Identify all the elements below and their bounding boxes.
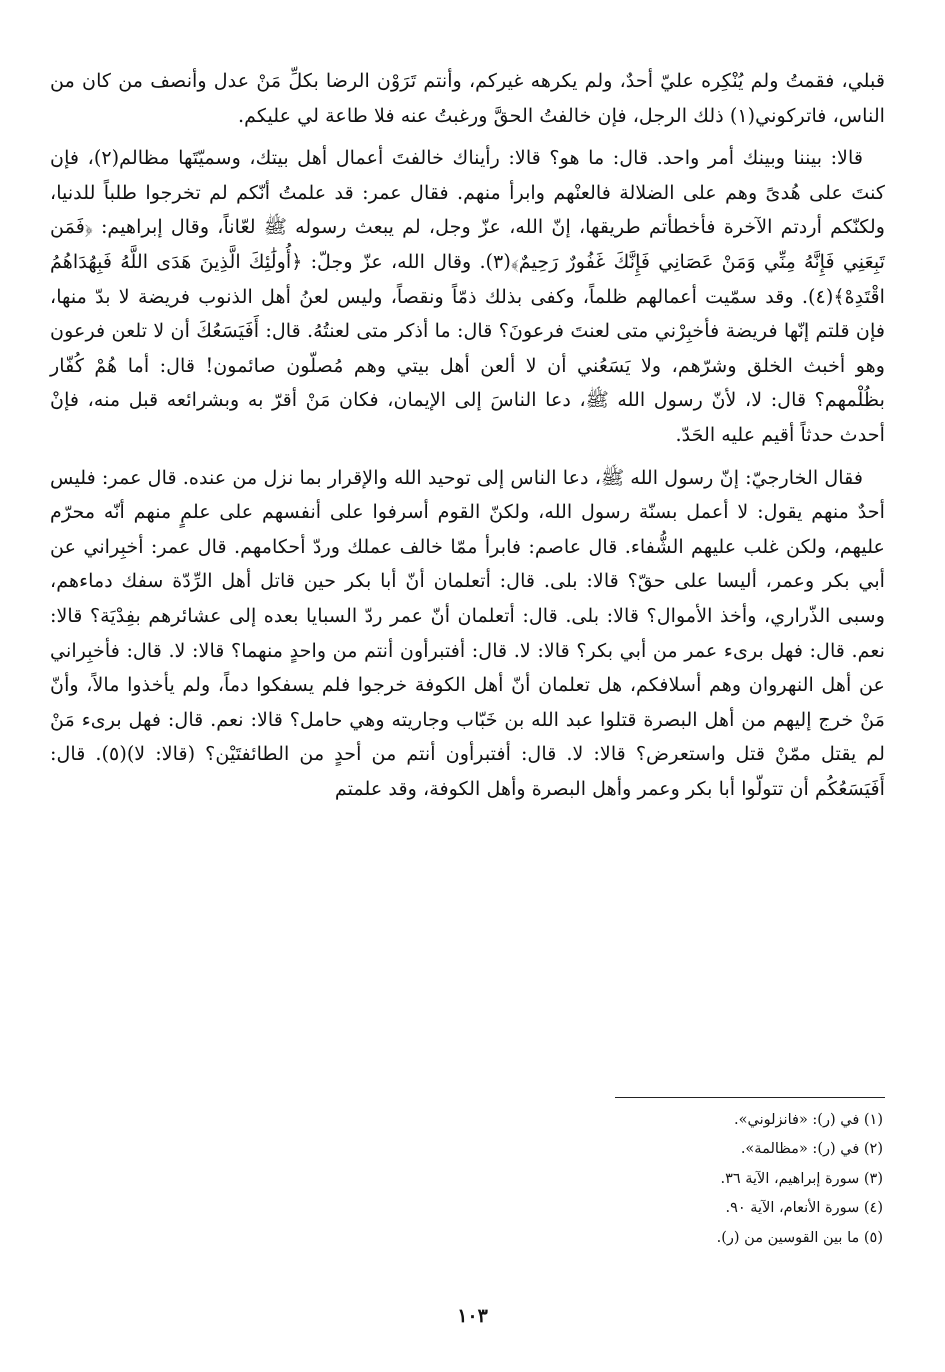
paragraph-1: قبلي، فقمتُ ولم يُنْكِره عليّ أحدٌ، ولم يكرهه غيركم، وأنتم تَرَوْن الرضا بكلِّ مَنْ عدل وأنصف من كان من الناس، فاتركوني(١) ذلك الرجل، فإن خالفتُ الحقَّ ورغبتُ عنه فلا طاعة لي عليكم. — [50, 69, 885, 127]
footnote-1: (١) في (ر): «فانزلوني». — [734, 1112, 883, 1128]
main-text — [50, 64, 885, 814]
footnotes — [383, 1106, 883, 1253]
page-number: ١٠٣ — [457, 1305, 488, 1327]
footnote-3: (٣) سورة إبراهيم، الآية ٣٦. — [720, 1170, 883, 1187]
footnote-5: (٥) ما بين القوسين من (ر). — [716, 1229, 883, 1246]
footnote-2: (٢) في (ر): «مظالمة». — [740, 1141, 883, 1158]
footnote-4: (٤) سورة الأنعام، الآية ٩٠. — [725, 1200, 883, 1217]
paragraph-2: قالا: بيننا وبينك أمر واحد. قال: ما هو؟ قالا: رأيناك خالفتَ أعمال أهل بيتك، وسميّتَها مظالم(٢)، فإن كنتَ على هُدىً وهم على الضلالة فالعنْهم وابرأ منهم. فقال عمر: قد علمتُ أنّكم لم تخرجوا طلباً للدنيا، ولكنّكم أردتم الآخرة فأخطأتم طريقها، إنّ الله، عزّ وجل، لم يبعث رسوله ﷺ لعّاناً، وقال إبراهيم: ﴿فَمَن تَبِعَنِي فَإِنَّهُ مِنِّي وَمَنْ عَصَانِي فَإِنَّكَ غَفُورٌ رَحِيمٌ﴾(٣). وقال الله، عزّ وجلّ: ﴿أُولَٰئِكَ الَّذِينَ هَدَى اللَّهُ فَبِهُدَاهُمُ اقْتَدِهْ﴾(٤). وقد سمّيت أعمالهم ظلماً، وكفى بذلك ذمّاً ونقصاً، وليس لعنُ أهل الذنوب فريضة لا بدّ منها، فإن قلتم إنّها فريضة فأخبِرْني متى لعنتَ فرعونَ؟ قال: ما أذكر متى لعنتُهُ. قال: أَفَيَسَعُكَ أن لا تلعن فرعون وهو أخبث الخلق وشرّهم، ولا يَسَعُني أن لا ألعن أهل بيتي وهم مُصلّون صائمون! قال: أما هُمْ كُفّار بظُلْمهم؟ قال: لا، لأنّ رسول الله ﷺ، دعا الناسَ إلى الإيمان، فكان مَنْ أقرّ به وبشرائعه قبل منه، فإنْ أحدث حدثاً أقيم عليه الحَدّ. — [50, 146, 885, 446]
footnote-divider — [615, 1097, 885, 1098]
paragraph-3: فقال الخارجيّ: إنّ رسول الله ﷺ، دعا الناس إلى توحيد الله والإقرار بما نزل من عنده. قال عمر: فليس أحدٌ منهم يقول: لا أعمل بسنّة رسول الله، ولكنّ القوم أسرفوا على أنفسهم على علمٍ منهم أنّه محرّم عليهم، ولكن غلب عليهم الشُّفاء. قال عاصم: فابرأ ممّا خالف عملك وردّ أحكامهم. قال عمر: أخبِراني عن أبي بكر وعمر، أليسا على حقّ؟ قالا: بلى. قال: أتعلمان أنّ أبا بكر حين قاتل أهل الرِّدّة سفك دماءهم، وسبى الذّراري، وأخذ الأموال؟ قالا: بلى. قال: أتعلمان أنّ عمر ردّ السبايا بعده إلى عشائرهم بفِدْيَة؟ قالا: نعم. قال: فهل برىء عمر من أبي بكر؟ قالا: لا. قال: أفتبرأون أنتم من واحدٍ منهما؟ قالا: لا. قال: فأخبِراني عن أهل النهروان وهم أسلافكم، هل تعلمان أنّ أهل الكوفة خرجوا فلم يسفكوا دماً، ولم يأخذوا مالاً، وأنّ مَنْ خرج إليهم من أهل البصرة قتلوا عبد الله بن خَبّاب وجاريته وهي حامل؟ قالا: نعم. قال: فهل برىء مَنْ لم يقتل ممّنْ قتل واستعرض؟ قالا: لا. قال: أفتبرأون أنتم من أحدٍ من الطائفتَيْن؟ (قالا: لا)(٥). قال: أَفَيَسَعُكُم أن تتولّوا أبا بكر وعمر وأهل البصرة وأهل الكوفة، وقد علمتم — [50, 465, 885, 800]
